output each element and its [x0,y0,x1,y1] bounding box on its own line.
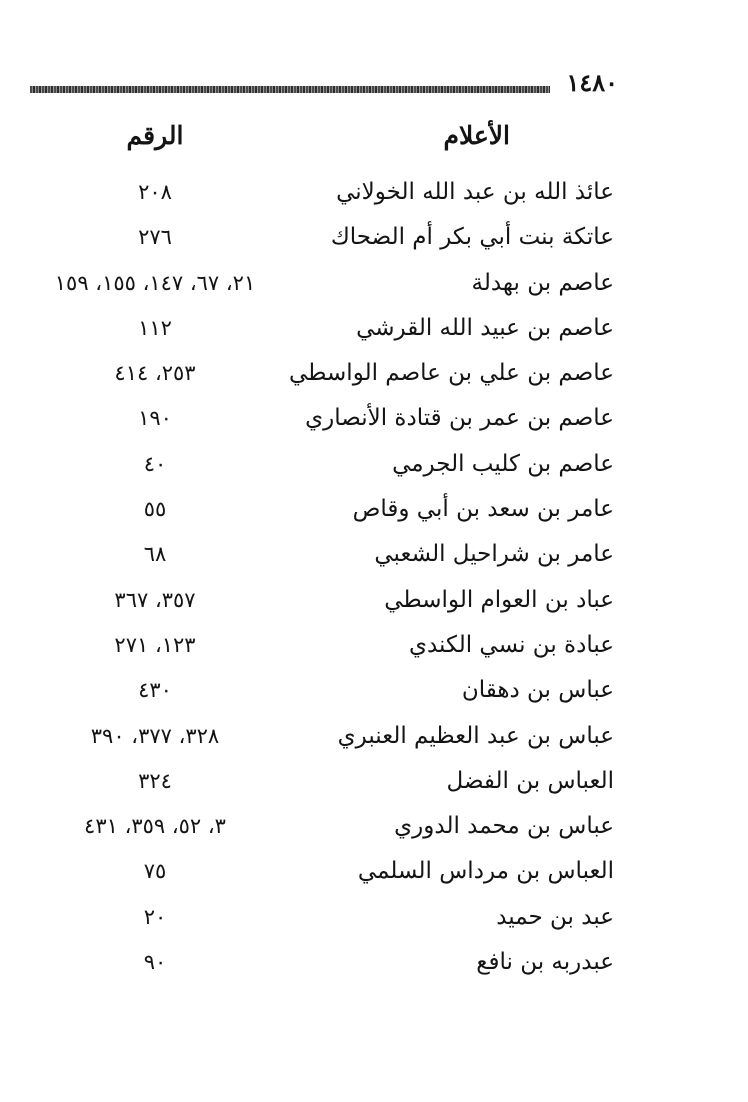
entry-name: عاتكة بنت أبي بكر أم الضحاك [330,224,614,251]
index-entry [0,849,748,894]
entry-numbers: ٢٠٨ [138,180,172,204]
entry-name: عبدربه بن نافع [476,949,614,976]
entry-name: عبد بن حميد [496,903,614,930]
entry-numbers: ١٩٠ [138,406,172,431]
entry-numbers: ٩٠ [143,950,167,975]
entry-numbers: ٥٥ [143,497,167,522]
index-entry [0,396,748,441]
entry-name: العباس بن مرداس السلمي [357,858,614,885]
entry-name: عامر بن سعد بن أبي وقاص [352,496,614,523]
index-entry [0,532,748,577]
entry-numbers: ٣٢٨، ٣٧٧، ٣٩٠ [90,723,220,748]
index-list [0,170,748,985]
entry-numbers: ٢٧٦ [138,225,172,250]
entry-name: عباد بن العوام الواسطي [384,586,614,613]
index-entry [0,940,748,985]
entry-numbers: ٣٢٤ [138,768,172,793]
index-entry [0,759,748,804]
entry-numbers: ٣، ٥٢، ٣٥٩، ٤٣١ [84,814,226,839]
entry-name: عاصم بن عمر بن قتادة الأنصاري [305,405,614,432]
entry-numbers: ٤٣٠ [138,678,172,703]
index-entry [0,623,748,668]
entry-name: عاصم بن عبيد الله القرشي [356,314,614,341]
header-rule [30,86,550,93]
entry-name: عاصم بن علي بن عاصم الواسطي [289,360,614,387]
entry-name: العباس بن الفضل [446,767,614,794]
index-entry [0,306,748,351]
index-entry [0,442,748,487]
entry-numbers: ٢٠ [143,904,167,929]
index-entry [0,170,748,215]
entry-name: عباس بن عبد العظيم العنبري [337,722,614,749]
index-entry [0,487,748,532]
entry-numbers: ٤٠ [143,451,167,476]
entry-numbers: ٣٥٧، ٣٦٧ [114,587,196,612]
index-entry [0,215,748,260]
index-entry [0,895,748,940]
entry-numbers: ٧٥ [143,859,167,884]
index-entry [0,668,748,713]
page-number: ١٤٨٠ [566,68,618,97]
index-entry [0,714,748,759]
index-entry [0,578,748,623]
entry-numbers: ١٢٣، ٢٧١ [114,632,196,657]
numbers-column-header: الرقم [126,121,184,150]
entry-numbers: ٢٥٣، ٤١٤ [114,361,196,386]
entry-numbers: ٢١، ٦٧، ١٤٧، ١٥٥، ١٥٩ [54,270,256,295]
entry-numbers: ٦٨ [143,542,167,567]
index-entry [0,261,748,306]
names-column-header: الأعلام [443,121,510,150]
index-entry [0,351,748,396]
entry-name: عائذ الله بن عبد الله الخولاني [336,179,614,205]
entry-name: عاصم بن بهدلة [471,269,614,296]
entry-name: عامر بن شراحيل الشعبي [374,541,614,568]
entry-name: عباس بن محمد الدوري [394,813,614,840]
entry-name: عاصم بن كليب الجرمي [392,450,614,477]
entry-numbers: ١١٢ [138,315,172,340]
entry-name: عبادة بن نسي الكندي [408,631,614,658]
entry-name: عباس بن دهقان [461,677,614,704]
index-entry [0,804,748,849]
